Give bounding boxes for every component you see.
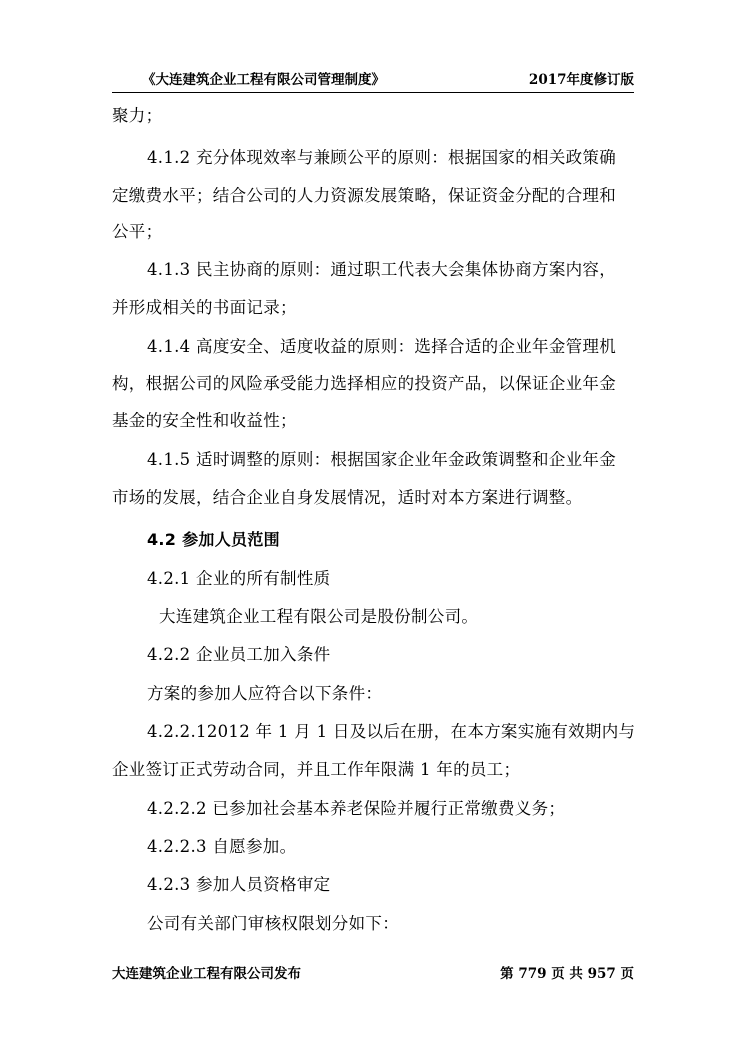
text-line: 4.2.2.3 自愿参加。	[147, 837, 297, 856]
text-line: 聚力；	[112, 106, 163, 125]
text-line: 公司有关部门审核权限划分如下：	[147, 914, 399, 933]
page-number: 第 779 页 共 957 页	[500, 966, 634, 982]
text-line: 4.1.4 高度安全、适度收益的原则：选择合适的企业年金管理机	[147, 337, 617, 356]
text-line: 4.2.3 参加人员资格审定	[147, 875, 331, 894]
publisher-label: 大连建筑企业工程有限公司发布	[112, 966, 301, 982]
text-line: 并形成相关的书面记录；	[112, 298, 297, 317]
section-heading: 4.2 参加人员范围	[147, 530, 280, 549]
text-line: 4.1.5 适时调整的原则：根据国家企业年金政策调整和企业年金	[147, 450, 617, 469]
text-line: 市场的发展，结合企业自身发展情况，适时对本方案进行调整。	[112, 488, 583, 507]
text-line: 4.2.1 企业的所有制性质	[147, 569, 331, 588]
text-line: 4.2.2.2 已参加社会基本养老保险并履行正常缴费义务；	[147, 799, 566, 818]
text-line: 4.1.2 充分体现效率与兼顾公平的原则：根据国家的相关政策确	[147, 148, 617, 167]
document-title: 《大连建筑企业工程有限公司管理制度》	[142, 72, 385, 88]
text-line: 构，根据公司的风险承受能力选择相应的投资产品，以保证企业年金	[112, 374, 616, 393]
page-header	[112, 66, 634, 93]
text-line: 基金的安全性和收益性；	[112, 411, 297, 430]
text-line: 4.2.2 企业员工加入条件	[147, 645, 331, 664]
text-line: 方案的参加人应符合以下条件：	[147, 684, 383, 703]
text-line: 公平；	[112, 222, 163, 241]
version-label: 2017年度修订版	[528, 72, 634, 88]
text-line: 定缴费水平；结合公司的人力资源发展策略，保证资金分配的合理和	[112, 186, 616, 205]
text-line: 企业签订正式劳动合同，并且工作年限满 1 年的员工；	[112, 760, 521, 779]
text-line: 大连建筑企业工程有限公司是股份制公司。	[159, 607, 479, 626]
text-line: 4.1.3 民主协商的原则：通过职工代表大会集体协商方案内容，	[147, 260, 617, 279]
text-line: 4.2.2.12012 年 1 月 1 日及以后在册，在本方案实施有效期内与	[147, 722, 636, 741]
